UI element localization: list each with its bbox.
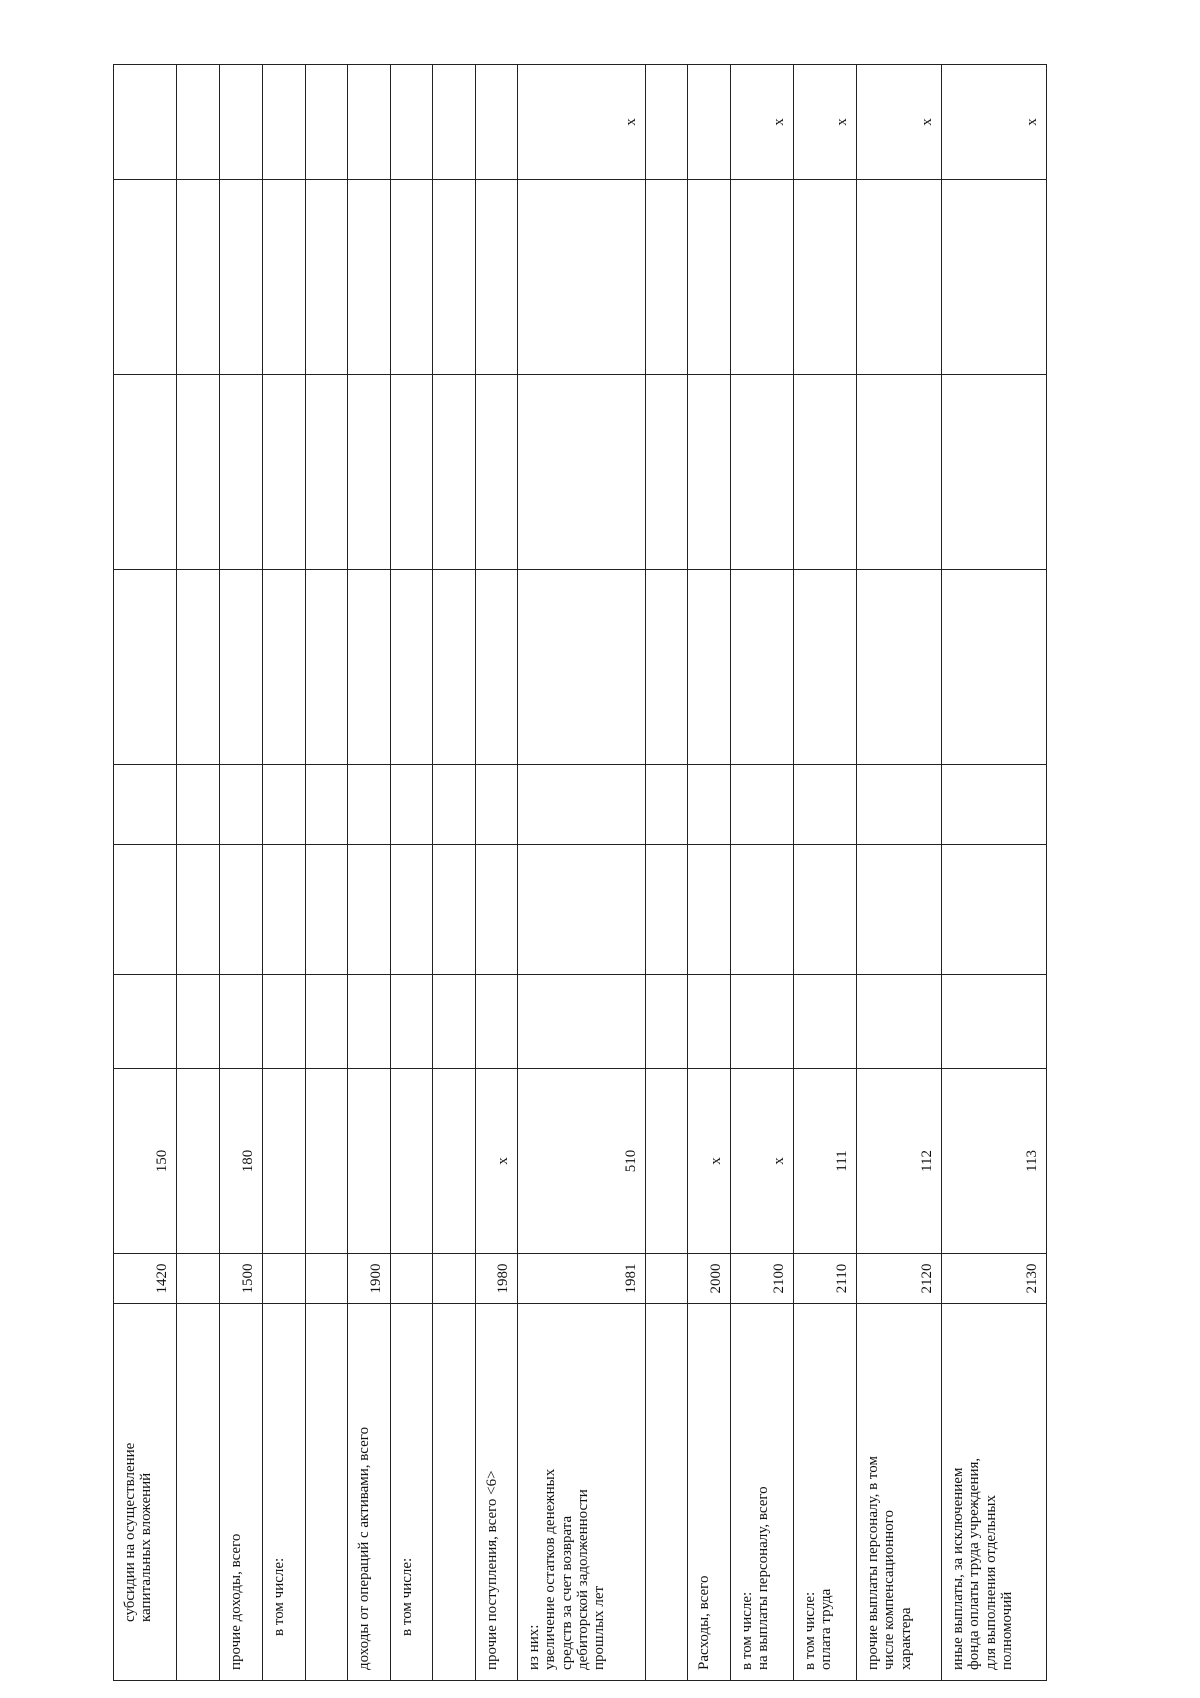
value-cell [942, 180, 1047, 375]
value-cell [730, 765, 793, 845]
row-mark-cell: x [794, 65, 857, 180]
table-row [348, 65, 391, 1681]
table-body [114, 65, 1047, 1681]
row-name-line: для выполнения отдельных [982, 1494, 999, 1670]
table-row [433, 65, 476, 1681]
value-cell [348, 180, 391, 375]
value-cell [475, 570, 518, 765]
value-cell [730, 375, 793, 570]
table-row [688, 65, 731, 1681]
value-cell [794, 570, 857, 765]
value-cell [390, 975, 433, 1069]
row-code-cell [177, 1254, 220, 1304]
row-mark-cell [219, 65, 263, 180]
row-mark-cell [688, 65, 731, 180]
value-cell [730, 180, 793, 375]
value-cell [219, 975, 263, 1069]
row-name-cell [730, 1304, 793, 1681]
value-cell [177, 375, 220, 570]
row-code-cell [263, 1254, 306, 1304]
row-kbk-cell: 111 [794, 1069, 857, 1254]
row-name-cell [475, 1304, 518, 1681]
value-cell [390, 570, 433, 765]
value-cell [114, 765, 177, 845]
value-cell [475, 975, 518, 1069]
row-name-line: числе компенсационного [881, 1510, 898, 1670]
value-cell [645, 570, 688, 765]
value-cell [219, 765, 263, 845]
value-cell [348, 570, 391, 765]
row-name-line: фонда оплаты труда учреждения, [966, 1457, 983, 1670]
row-name-cell [518, 1304, 646, 1681]
row-kbk-cell: x [730, 1069, 793, 1254]
row-name-cell [177, 1304, 220, 1681]
value-cell [114, 975, 177, 1069]
value-cell [688, 180, 731, 375]
value-cell [348, 765, 391, 845]
row-name-line: прочие выплаты персоналу, в том [865, 1456, 882, 1670]
row-kbk-cell: x [688, 1069, 731, 1254]
value-cell [518, 375, 646, 570]
value-cell [114, 180, 177, 375]
table-row [730, 65, 793, 1681]
row-name-line: субсидии на осуществление [122, 1442, 138, 1622]
value-cell [433, 570, 476, 765]
value-cell [390, 375, 433, 570]
table-row [114, 65, 177, 1681]
row-code-cell: 1900 [348, 1254, 391, 1304]
row-name-cell [114, 1304, 177, 1681]
value-cell [475, 180, 518, 375]
value-cell [263, 845, 306, 975]
row-kbk-cell [390, 1069, 433, 1254]
value-cell [794, 765, 857, 845]
value-cell [390, 180, 433, 375]
row-name-cell [219, 1304, 263, 1681]
value-cell [794, 975, 857, 1069]
value-cell [390, 765, 433, 845]
row-mark-cell [390, 65, 433, 180]
value-cell [645, 180, 688, 375]
table-row [475, 65, 518, 1681]
table-row [942, 65, 1047, 1681]
row-name-line: в том числе: [398, 1557, 415, 1636]
value-cell [305, 765, 348, 845]
row-code-cell: 2130 [942, 1254, 1047, 1304]
row-kbk-cell [177, 1069, 220, 1254]
value-cell [390, 845, 433, 975]
table-row [390, 65, 433, 1681]
value-cell [857, 570, 942, 765]
value-cell [305, 845, 348, 975]
value-cell [433, 975, 476, 1069]
value-cell [645, 975, 688, 1069]
value-cell [219, 180, 263, 375]
value-cell [263, 765, 306, 845]
value-cell [177, 975, 220, 1069]
value-cell [688, 845, 731, 975]
value-cell [305, 180, 348, 375]
row-mark-cell: x [857, 65, 942, 180]
value-cell [688, 570, 731, 765]
value-cell [177, 180, 220, 375]
value-cell [688, 765, 731, 845]
value-cell [942, 375, 1047, 570]
row-name-line: в том числе: [271, 1557, 288, 1636]
value-cell [730, 570, 793, 765]
row-name-line: прочие доходы, всего [227, 1533, 244, 1670]
row-name-line: полномочий [998, 1591, 1015, 1670]
value-cell [475, 765, 518, 845]
row-name-cell [348, 1304, 391, 1681]
row-name-line: прочие поступления, всего <6> [483, 1470, 500, 1670]
value-cell [475, 375, 518, 570]
row-kbk-cell: 150 [114, 1069, 177, 1254]
row-mark-cell [475, 65, 518, 180]
row-name-line: дебиторской задолженности [574, 1489, 591, 1670]
value-cell [433, 765, 476, 845]
value-cell [177, 765, 220, 845]
value-cell [114, 375, 177, 570]
value-cell [688, 375, 731, 570]
row-code-cell [645, 1254, 688, 1304]
value-cell [794, 180, 857, 375]
row-code-cell [390, 1254, 433, 1304]
value-cell [857, 845, 942, 975]
value-cell [857, 180, 942, 375]
row-kbk-cell [263, 1069, 306, 1254]
row-code-cell [433, 1254, 476, 1304]
value-cell [518, 570, 646, 765]
value-cell [730, 845, 793, 975]
value-cell [433, 845, 476, 975]
row-kbk-cell: 180 [219, 1069, 263, 1254]
row-name-cell [263, 1304, 306, 1681]
value-cell [518, 845, 646, 975]
row-name-cell [305, 1304, 348, 1681]
row-mark-cell [645, 65, 688, 180]
value-cell [518, 975, 646, 1069]
row-name-line: средств за счет возврата [558, 1515, 575, 1670]
row-name-cell [942, 1304, 1047, 1681]
value-cell [263, 570, 306, 765]
table-row [857, 65, 942, 1681]
row-name-cell [857, 1304, 942, 1681]
value-cell [942, 845, 1047, 975]
row-mark-cell [348, 65, 391, 180]
row-name-line: на выплаты персоналу, всего [755, 1486, 771, 1670]
row-kbk-cell: 112 [857, 1069, 942, 1254]
value-cell [942, 570, 1047, 765]
row-name-line: из них: [526, 1624, 543, 1670]
row-mark-cell [263, 65, 306, 180]
table-row [645, 65, 688, 1681]
value-cell [348, 375, 391, 570]
value-cell [857, 375, 942, 570]
row-name-line: Расходы, всего [696, 1575, 713, 1670]
value-cell [942, 765, 1047, 845]
table-row [263, 65, 306, 1681]
value-cell [263, 180, 306, 375]
row-code-cell: 2100 [730, 1254, 793, 1304]
value-cell [688, 975, 731, 1069]
value-cell [645, 845, 688, 975]
row-name-cell [688, 1304, 731, 1681]
value-cell [114, 570, 177, 765]
row-mark-cell: x [942, 65, 1047, 180]
value-cell [219, 845, 263, 975]
row-name-cell [390, 1304, 433, 1681]
value-cell [263, 975, 306, 1069]
row-kbk-cell [348, 1069, 391, 1254]
row-name-line: в том числе: [802, 1591, 819, 1670]
row-mark-cell [433, 65, 476, 180]
row-mark-cell: x [518, 65, 646, 180]
row-code-cell: 1500 [219, 1254, 263, 1304]
table-row [794, 65, 857, 1681]
row-name-cell [645, 1304, 688, 1681]
value-cell [219, 570, 263, 765]
value-cell [305, 375, 348, 570]
row-mark-cell [177, 65, 220, 180]
table-row [518, 65, 646, 1681]
row-mark-cell [305, 65, 348, 180]
table-row [305, 65, 348, 1681]
row-kbk-cell [433, 1069, 476, 1254]
row-kbk-cell: x [475, 1069, 518, 1254]
value-cell [263, 375, 306, 570]
table-row [177, 65, 220, 1681]
row-mark-cell: x [730, 65, 793, 180]
row-name-cell [794, 1304, 857, 1681]
value-cell [348, 845, 391, 975]
row-code-cell: 2120 [857, 1254, 942, 1304]
row-name-line: характера [897, 1607, 914, 1670]
value-cell [475, 845, 518, 975]
value-cell [518, 765, 646, 845]
row-name-line: иные выплаты, за исключением [950, 1467, 967, 1670]
row-kbk-cell: 510 [518, 1069, 646, 1254]
row-name-line: оплата труда [818, 1588, 835, 1670]
value-cell [794, 375, 857, 570]
value-cell [114, 845, 177, 975]
row-code-cell: 2110 [794, 1254, 857, 1304]
table-row [219, 65, 263, 1681]
value-cell [518, 180, 646, 375]
row-name-cell [433, 1304, 476, 1681]
value-cell [794, 845, 857, 975]
value-cell [305, 975, 348, 1069]
row-mark-cell [114, 65, 177, 180]
value-cell [942, 975, 1047, 1069]
value-cell [433, 180, 476, 375]
value-cell [645, 375, 688, 570]
row-code-cell: 1981 [518, 1254, 646, 1304]
value-cell [177, 845, 220, 975]
row-code-cell: 2000 [688, 1254, 731, 1304]
value-cell [177, 570, 220, 765]
row-name-line: капитальных вложений [138, 1472, 155, 1622]
row-name-line: увеличение остатков денежных [542, 1468, 559, 1670]
value-cell [219, 375, 263, 570]
value-cell [348, 975, 391, 1069]
row-name-line: прошлых лет [591, 1585, 608, 1670]
value-cell [730, 975, 793, 1069]
value-cell [433, 375, 476, 570]
row-code-cell: 1420 [114, 1254, 177, 1304]
value-cell [645, 765, 688, 845]
row-kbk-cell [645, 1069, 688, 1254]
row-kbk-cell: 113 [942, 1069, 1047, 1254]
row-code-cell [305, 1254, 348, 1304]
financial-plan-table [113, 64, 1047, 1681]
value-cell [857, 975, 942, 1069]
row-kbk-cell [305, 1069, 348, 1254]
rotated-table-wrapper [113, 65, 1047, 1681]
value-cell [857, 765, 942, 845]
value-cell [305, 570, 348, 765]
row-code-cell: 1980 [475, 1254, 518, 1304]
row-name-line: доходы от операций с активами, всего [356, 1426, 373, 1670]
row-name-line: в том числе: [738, 1591, 755, 1670]
